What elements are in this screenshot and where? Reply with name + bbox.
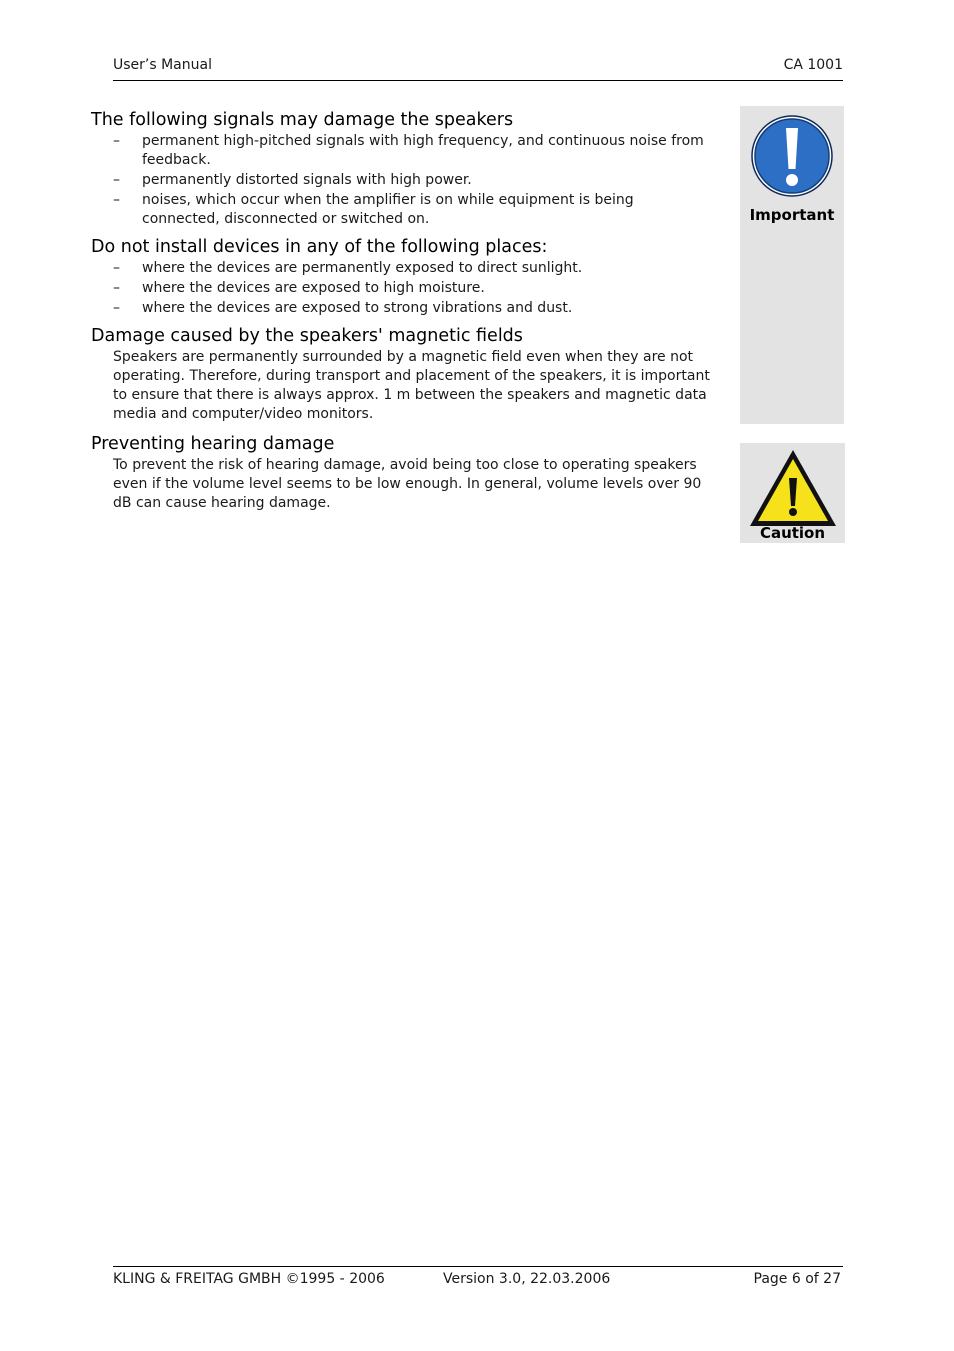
bullet-list xyxy=(91,259,711,318)
header-document-type: User’s Manual xyxy=(113,57,212,73)
important-sidebar xyxy=(740,106,844,424)
bullet-list xyxy=(91,132,711,229)
section-heading: Preventing hearing damage xyxy=(91,434,335,454)
section-paragraph: Speakers are permanently surrounded by a magnetic field even when they are not operating. Therefore, during transport and placement of the speakers, it is important to ensure that there is always approx. 1 m between the speakers and magnetic data media and computer/video monitors. xyxy=(113,349,710,422)
list-item xyxy=(91,299,711,318)
list-item-text: noises, which occur when the amplifier is on while equipment is being connected, disconnected or switched on. xyxy=(142,192,634,227)
page-header xyxy=(113,57,843,81)
caution-label: Caution xyxy=(759,524,826,542)
section-hearing-damage xyxy=(91,432,711,513)
main-content xyxy=(91,108,711,521)
dash-bullet: – xyxy=(113,260,120,276)
dash-bullet: – xyxy=(113,133,120,149)
section-install-places xyxy=(91,235,711,318)
dash-bullet: – xyxy=(113,300,120,316)
list-item-text: permanently distorted signals with high power. xyxy=(142,172,472,188)
dash-bullet: – xyxy=(113,192,120,208)
important-label: Important xyxy=(749,206,835,224)
list-item-text: where the devices are exposed to strong vibrations and dust. xyxy=(142,300,573,316)
list-item-text: where the devices are exposed to high moisture. xyxy=(142,280,485,296)
list-item-text: where the devices are permanently exposed to direct sunlight. xyxy=(142,260,583,276)
section-paragraph: To prevent the risk of hearing damage, avoid being too close to operating speakers even if the volume level seems to be low enough. In general, volume levels over 90 dB can cause hearing damage. xyxy=(113,457,702,511)
list-item xyxy=(91,132,711,170)
header-model: CA 1001 xyxy=(783,57,843,73)
caution-sidebar xyxy=(740,443,845,543)
footer-version: Version 3.0, 22.03.2006 xyxy=(443,1271,611,1287)
footer-copyright: KLING & FREITAG GMBH ©1995 - 2006 xyxy=(113,1271,385,1287)
list-item-text: permanent high-pitched signals with high frequency, and continuous noise from feedback. xyxy=(142,133,704,168)
section-signals xyxy=(91,108,711,229)
section-heading: Damage caused by the speakers' magnetic fields xyxy=(91,326,523,346)
dash-bullet: – xyxy=(113,172,120,188)
exclamation-circle-icon xyxy=(750,114,834,198)
section-heading: Do not install devices in any of the following places: xyxy=(91,237,548,257)
list-item xyxy=(91,191,711,229)
dash-bullet: – xyxy=(113,280,120,296)
section-magnetic-fields xyxy=(91,324,711,424)
list-item xyxy=(91,279,711,298)
list-item xyxy=(91,171,711,190)
list-item xyxy=(91,259,711,278)
warning-triangle-icon xyxy=(748,448,838,528)
section-heading: The following signals may damage the speakers xyxy=(91,110,514,130)
page-footer xyxy=(113,1266,843,1287)
footer-page-number: Page 6 of 27 xyxy=(753,1271,841,1287)
